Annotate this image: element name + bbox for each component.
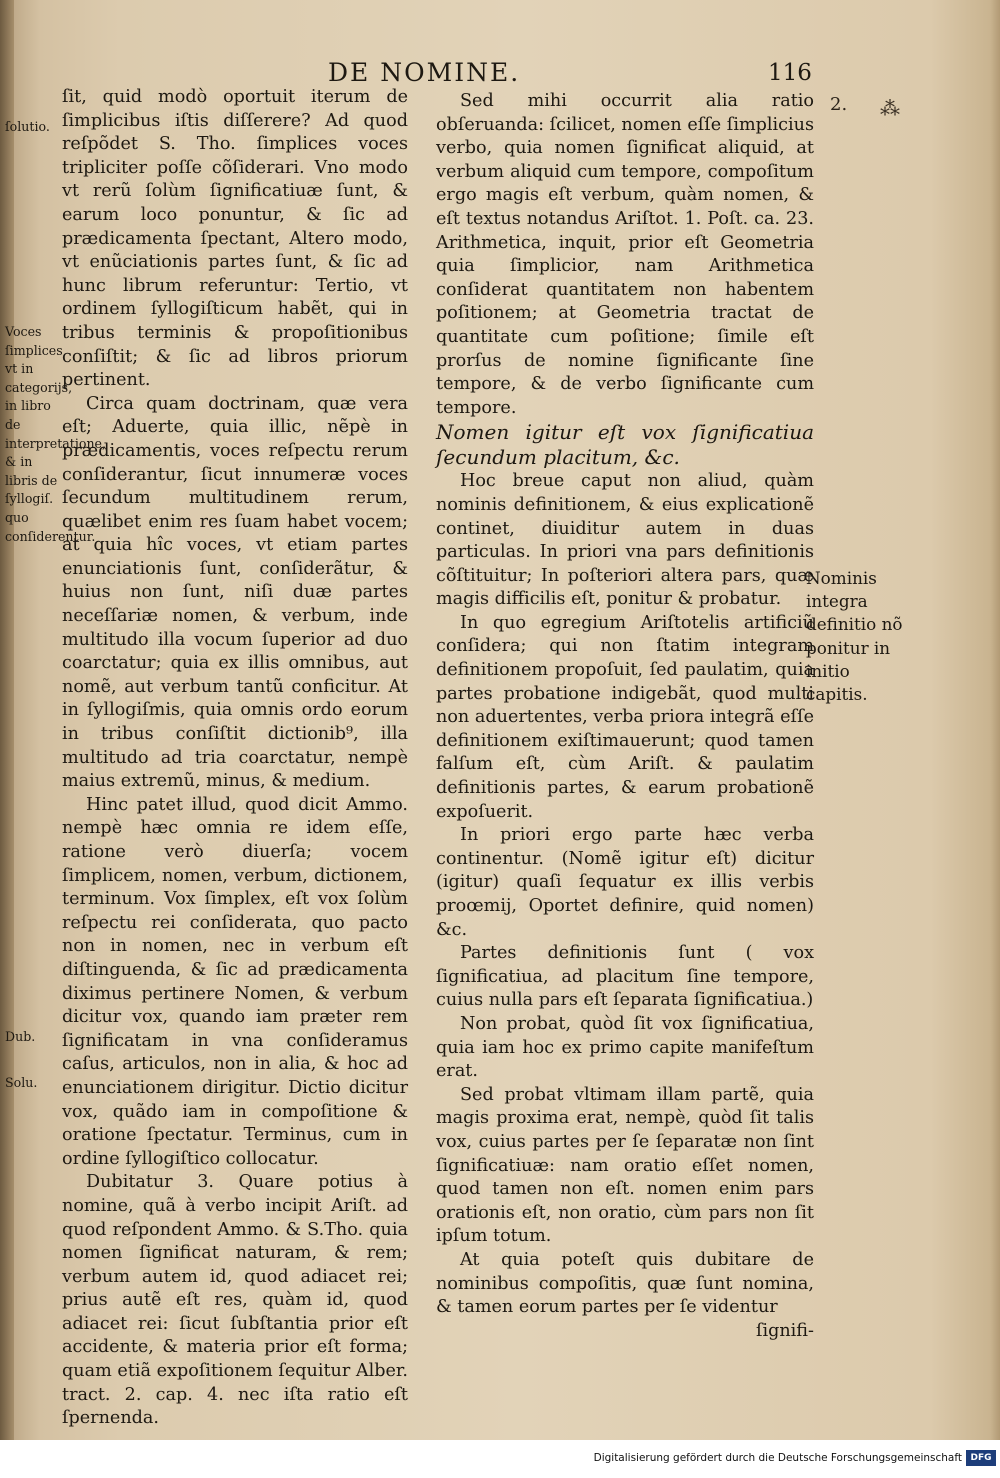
paragraph: ſit, quid modò oportuit iterum de ſimplicibus iſtis diſſerere? Ad quod reſpõdet S. Tho. ſimplices voces tripliciter poſſe cõſiderari. Vno modo vt rerũ ſolùm ſignificatiuæ ſunt, & earum loco ponuntur, & ſic ad prædicamenta ſpectant, Altero modo, vt enũciationis partes ſunt, & ſic ad hunc librum referuntur: Tertio, vt ordinem ſyllogiſticum habẽt, qui in tribus terminis & propoſitionibus conſiſtit; & ſic ad libros priorum pertinent. [62, 87, 408, 391]
running-title: DE NOMINE. [328, 58, 521, 87]
paragraph: In quo egregium Ariſtotelis artificiũ conſidera; qui non ſtatim integram definitionem propoſuit, ſed paulatim, quia partes probatione indigebãt, quod multi non aduertentes, verba priora integrã eſſe definitionem exiſtimauerunt; quod tamen falſum eſt, cùm Ariſt. & paulatim definitionis partes, & earum probationẽ expoſuerit. [436, 612, 814, 822]
paragraph: Hoc breue caput non aliud, quàm nominis definitionem, & eius explicationẽ continet, diuiditur autem in duas particulas. In priori vna pars definitionis cõſtituitur; In poſteriori altera pars, quæ magis difficilis eſt, ponitur & probatur. [436, 471, 814, 610]
margin-note-dub: Dub. [5, 1029, 36, 1044]
paragraph: Sed mihi occurrit alia ratio obſeruanda: ſcilicet, nomen eſſe ſimplicius verbo, quia nomen ſignificat aliquid, at verbum aliquid cum tempore, compoſitum ergo magis eſt verbum, quàm nomen, & eſt textus notandus Ariſtot. 1. Poſt. ca. 23. Arithmetica, inquit, prior eſt Geometria quia ſimplicior, nam Arithmetica conſiderat quantitatem non habentem poſitionem; at Geometria tractat de quantitate cum poſitione; ſimile eſt prorſus de nomine ſignificante ſine tempore, & de verbo ſignificante cum tempore. [436, 91, 814, 418]
paragraph: Partes definitionis ſunt ( vox ſignificatiua, ad placitum ſine tempore, cuius nulla pars eſt ſeparata ſignificatiua.) [436, 943, 814, 1011]
catchword: ſignifi- [755, 1320, 814, 1341]
ornament-mark: ⁂ [880, 96, 900, 120]
paragraph: In priori ergo parte hæc verba continentur. (Nomẽ igitur eſt) dicitur (igitur) quaſi ſequatur ex illis verbis proœmij, Oportet definire, quid nomen) &c. [436, 825, 814, 940]
paragraph: Sed probat vltimam illam partẽ, quia magis proxima erat, nempè, quòd ſit talis vox, cuius partes per ſe ſeparatæ non ſint ſignificatiuæ: nam oratio eſſet nomen, quod tamen non eſt. nomen enim pars orationis eſt, non oratio, cùm pars non ſit ipſum totum. [436, 1084, 814, 1247]
margin-note-solu: Solu. [5, 1075, 38, 1090]
signature-mark: 2. [830, 94, 848, 115]
dfg-logo-text: DFG [970, 1453, 992, 1463]
paragraph: Hinc patet illud, quod dicit Ammo. nempè hæc omnia re idem eſſe, ratione verò diuerſa; vocem ſimplicem, nomen, verbum, dictionem, terminum. Vox ſimplex, eſt vox ſolùm reſpectu rei conſiderata, quo pacto non in nomen, nec in verbum eſt diſtinguenda, & ſic ad prædicamenta diximus pertinere Nomen, & verbum dicitur vox, quando iam præter rem ſignificatam in vna conſideramus caſus, articulos, non in alia, & hoc ad enunciationem dirigitur. Dictio dicitur vox, quãdo iam in compoſitione & oratione ſpectatur. Terminus, cum in ordine ſyllogiſtico collocatur. [62, 794, 408, 1169]
margin-note-voces: Voces ſimplices vt in categorijs, in libro de interpretatione, & in libris de ſyllogiſ. quo conſiderentur. [5, 324, 107, 544]
dfg-logo [966, 1450, 996, 1466]
funding-credit: Digitalisierung gefördert durch die Deutsche Forschungsgemeinschaft [593, 1452, 962, 1464]
section-heading: Nomen igitur eſt vox ſignificatiua ſecundum placitum, &c. [436, 420, 814, 470]
book-gutter [0, 0, 14, 1440]
left-column [62, 86, 408, 1431]
margin-note-solutio: ſolutio. [5, 119, 50, 134]
margin-note-right: Nominis integra definitio nõ ponitur in initio capitis. [806, 568, 903, 705]
paragraph: Dubitatur 3. Quare potius à nomine, quã à verbo incipit Ariſt. ad quod reſpondent Ammo. & S.Tho. quia nomen ſignificat naturam, & rem; verbum autem id, quod adiacet rei; prius autẽ eſt res, quàm id, quod adiacet rei: ſicut ſubſtantia prior eſt accidente, & materia prior eſt forma; quam etiã expoſitionem ſequitur Alber. tract. 2. cap. 4. nec iſta ratio eſt ſpernenda. [62, 1172, 408, 1429]
footer-bar [0, 1440, 1000, 1478]
paragraph: At quia poteſt quis dubitare de nominibus compoſitis, quæ ſunt nomina, & tamen eorum partes per ſe videntur [436, 1249, 814, 1318]
page-number: 116 [768, 60, 812, 86]
paragraph: Non probat, quòd ſit vox ſignificatiua, quia iam hoc ex primo capite manifeſtum erat. [436, 1013, 814, 1082]
paragraph: Circa quam doctrinam, quæ vera eſt; Aduerte, quia illic, nẽpè in prædicamentis, voces reſpectu rerum conſiderantur, ſicut innumeræ voces ſecundum multitudinem rerum, quælibet enim res ſuam habet vocem; at quia hîc voces, vt etiam partes enunciationis ſunt, conſiderãtur, & huius non ſunt, niſi duæ partes neceſſariæ nomen, & verbum, inde multitudo illa vocum ſuperior ad duo coarctatur; quia ex illis omnibus, aut nomẽ, aut verbum tantũ conficitur. At in ſyllogiſmis, quia omnis ordo eorum in tribus conſiſtit dictionib⁹, illa multitudo ad tria coarctatur, nempè maius extremũ, minus, & medium. [62, 393, 408, 792]
right-column [436, 90, 814, 1343]
